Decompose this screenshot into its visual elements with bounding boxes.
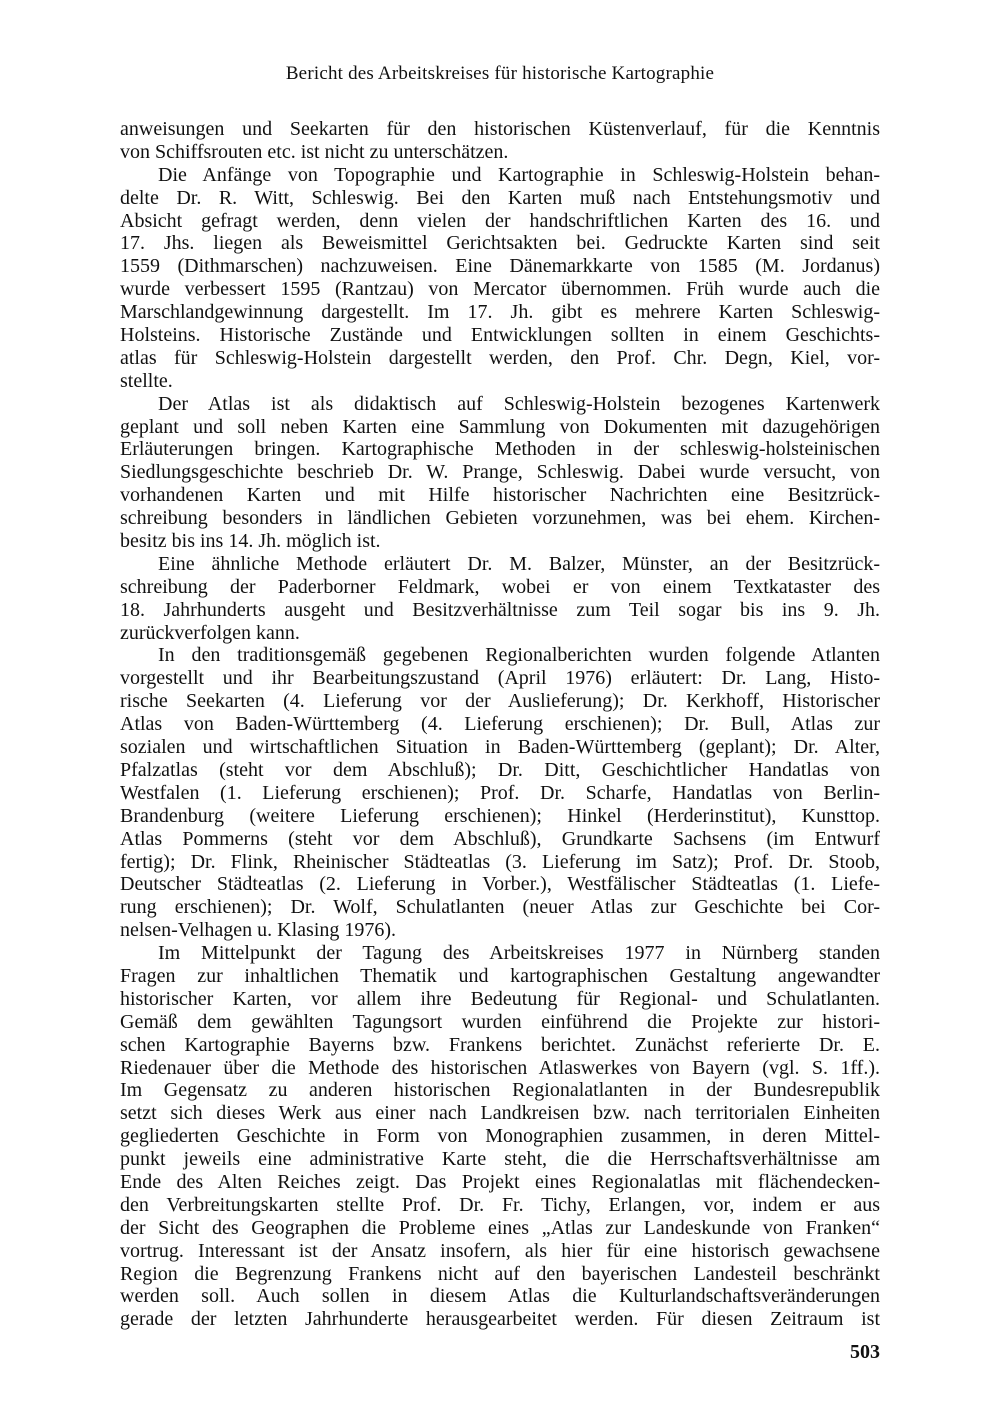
running-head: Bericht des Arbeitskreises für historische Kartographie (285, 63, 715, 84)
text-line: Pfalzatlas (steht vor dem Abschluß); Dr. Ditt, Geschichtlicher Handatlas von (120, 758, 880, 781)
text-line: Fragen zur inhaltlichen Thematik und kartographischen Gestaltung angewandter (120, 964, 880, 987)
text-line: Im Mittelpunkt der Tagung des Arbeitskreises 1977 in Nürnberg standen (158, 942, 880, 965)
paragraph (120, 393, 880, 553)
text-line: Absicht gefragt werden, denn vielen der handschriftlichen Karten des 16. und (120, 209, 880, 232)
text-line: Atlas Pommerns (steht vor dem Abschluß), Grundkarte Sachsens (im Entwurf (120, 827, 880, 850)
text-line: von Schiffsrouten etc. ist nicht zu unterschätzen. (120, 140, 509, 163)
text-line: nelsen-Velhagen u. Klasing 1976). (120, 919, 397, 942)
page-number: 503 (850, 1341, 880, 1363)
text-line: Der Atlas ist als didaktisch auf Schleswig-Holstein bezogenes Kartenwerk (158, 392, 880, 415)
text-line: 1559 (Dithmarschen) nachzuweisen. Eine Dänemarkkarte von 1585 (M. Jordanus) (120, 255, 880, 278)
text-line: den Verbreitungskarten stellte Prof. Dr. Fr. Tichy, Erlangen, vor, indem er aus (120, 1193, 880, 1216)
text-line: Die Anfänge von Topographie und Kartographie in Schleswig-Holstein behan- (158, 163, 880, 186)
text-line: stellte. (120, 369, 173, 392)
text-line: rische Seekarten (4. Lieferung vor der Auslieferung); Dr. Kerkhoff, Historischer (120, 690, 880, 713)
text-line: Region die Begrenzung Frankens nicht auf den bayerischen Landesteil beschränkt (120, 1262, 880, 1285)
text-line: 18. Jahrhunderts ausgeht und Besitzverhältnisse zum Teil sogar bis ins 9. Jh. (120, 598, 880, 621)
paragraph (120, 118, 880, 164)
paragraph (120, 553, 880, 645)
text-line: anweisungen und Seekarten für den historischen Küstenverlauf, für die Kenntnis (120, 118, 880, 140)
text-line: Deutscher Städteatlas (2. Lieferung in Vorber.), Westfälischer Städteatlas (1. Liefe- (120, 873, 880, 896)
text-line: geplant und soll neben Karten eine Sammlung von Dokumenten mit dazugehörigen (120, 415, 880, 438)
paragraph (120, 942, 880, 1331)
text-line: vorgestellt und ihr Bearbeitungszustand (April 1976) erläutert: Dr. Lang, Histo- (120, 667, 880, 690)
text-line: wurde verbessert 1595 (Rantzau) von Mercator übernommen. Früh wurde auch die (120, 278, 880, 301)
text-line: punkt jeweils eine administrative Karte steht, die die Herrschaftsverhältnisse am (120, 1148, 880, 1171)
text-line: Im Gegensatz zu anderen historischen Regionalatlanten in der Bundesrepublik (120, 1079, 880, 1102)
text-line: Eine ähnliche Methode erläutert Dr. M. Balzer, Münster, an der Besitzrück- (158, 552, 880, 575)
text-line: setzt sich dieses Werk aus einer nach Landkreisen bzw. nach territorialen Einheiten (120, 1102, 880, 1125)
text-line: werden soll. Auch sollen in diesem Atlas die Kulturlandschaftsveränderungen (120, 1285, 880, 1308)
text-line: gegliederten Geschichte in Form von Monographien zusammen, in deren Mittel- (120, 1125, 880, 1148)
text-line: zurückverfolgen kann. (120, 621, 300, 644)
text-line: schen Kartographie Bayerns bzw. Frankens berichtet. Zunächst referierte Dr. E. (120, 1033, 880, 1056)
paragraph (120, 164, 880, 393)
text-line: Riedenauer über die Methode des historischen Atlaswerkes von Bayern (vgl. S. 1ff.). (120, 1056, 880, 1079)
text-line: atlas für Schleswig-Holstein dargestellt werden, den Prof. Chr. Degn, Kiel, vor- (120, 346, 880, 369)
text-line: Westfalen (1. Lieferung erschienen); Prof. Dr. Scharfe, Handatlas von Berlin- (120, 781, 880, 804)
text-line: Erläuterungen bringen. Kartographische Methoden in der schleswig-holsteinischen (120, 438, 880, 461)
text-line: besitz bis ins 14. Jh. möglich ist. (120, 530, 381, 553)
text-line: schreibung der Paderborner Feldmark, wobei er von einem Textkataster des (120, 575, 880, 598)
text-line: vorhandenen Karten und mit Hilfe historischer Nachrichten eine Besitzrück- (120, 484, 880, 507)
text-line: fertig); Dr. Flink, Rheinischer Städteatlas (3. Lieferung im Satz); Prof. Dr. Stoob, (120, 850, 880, 873)
text-line: gerade der letzten Jahrhunderte herausgearbeitet werden. Für diesen Zeitraum ist (120, 1308, 880, 1331)
text-line: Holsteins. Historische Zustände und Entwicklungen sollten in einem Geschichts- (120, 324, 880, 347)
text-line: Ende des Alten Reiches zeigt. Das Projekt eines Regionalatlas mit flächendecken- (120, 1170, 880, 1193)
text-line: rung erschienen); Dr. Wolf, Schulatlanten (neuer Atlas zur Geschichte bei Cor- (120, 896, 880, 919)
paragraph (120, 644, 880, 942)
text-line: der Sicht des Geographen die Probleme eines „Atlas zur Landeskunde von Franken“ (120, 1216, 880, 1239)
body-text (120, 118, 880, 1331)
text-line: Siedlungsgeschichte beschrieb Dr. W. Prange, Schleswig. Dabei wurde versucht, von (120, 461, 880, 484)
text-line: Brandenburg (weitere Lieferung erschienen); Hinkel (Herderinstitut), Kunsttop. (120, 804, 880, 827)
text-line: Gemäß dem gewählten Tagungsort wurden einführend die Projekte zur histori- (120, 1010, 880, 1033)
text-line: In den traditionsgemäß gegebenen Regionalberichten wurden folgende Atlanten (158, 644, 880, 667)
text-line: schreibung besonders in ländlichen Gebieten vorzunehmen, was bei ehem. Kirchen- (120, 507, 880, 530)
text-line: sozialen und wirtschaftlichen Situation in Baden-Württemberg (geplant); Dr. Alter, (120, 736, 880, 759)
text-line: Atlas von Baden-Württemberg (4. Lieferung erschienen); Dr. Bull, Atlas zur (120, 713, 880, 736)
text-line: 17. Jhs. liegen als Beweismittel Gerichtsakten bei. Gedruckte Karten sind seit (120, 232, 880, 255)
text-line: historischer Karten, vor allem ihre Bedeutung für Regional- und Schulatlanten. (120, 987, 880, 1010)
text-line: vortrug. Interessant ist der Ansatz insofern, als hier für eine historisch gewachsene (120, 1239, 880, 1262)
text-line: Marschlandgewinnung dargestellt. Im 17. Jh. gibt es mehrere Karten Schleswig- (120, 301, 880, 324)
text-line: delte Dr. R. Witt, Schleswig. Bei den Karten muß nach Entstehungsmotiv und (120, 186, 880, 209)
